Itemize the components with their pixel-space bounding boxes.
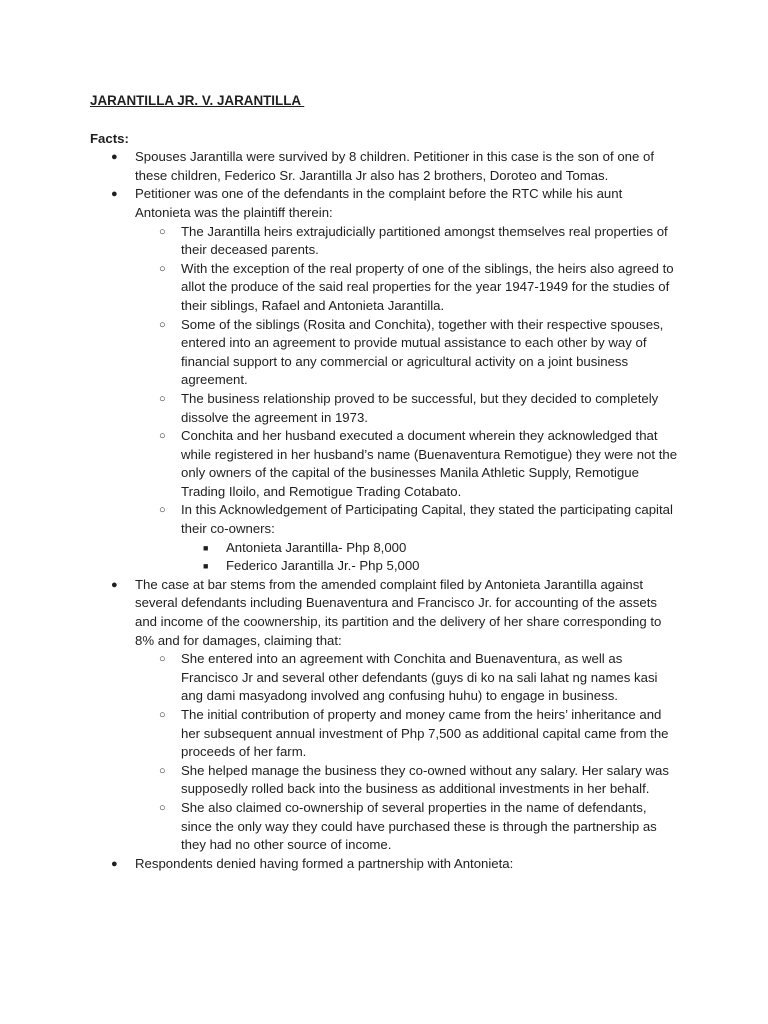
bullet-disc-icon: ● (111, 857, 118, 870)
list-item (135, 799, 678, 855)
bullet-circle-icon: ○ (159, 430, 166, 443)
facts-heading: Facts: (90, 130, 129, 146)
bullet-square-icon: ■ (203, 561, 209, 572)
list-item (135, 260, 678, 316)
list-item (181, 557, 678, 576)
list-item (135, 316, 678, 390)
list-item-text: The Jarantilla heirs extrajudicially partitioned amongst themselves real properties of their deceased parents. (181, 223, 668, 258)
list-item (181, 539, 678, 558)
list-item (135, 223, 678, 260)
bullet-circle-icon: ○ (159, 764, 166, 777)
bullet-circle-icon: ○ (159, 653, 166, 666)
bullet-disc-icon: ● (111, 188, 118, 201)
bullet-disc-icon: ● (111, 151, 118, 164)
bullet-circle-icon: ○ (159, 225, 166, 238)
list-item-text: Some of the siblings (Rosita and Conchita), together with their respective spouses, entered into an agreement to provide mutual assistance to each other by way of financial support to any commercial or agricultural activity on a joint business agreement. (181, 316, 664, 388)
list-item-text: Petitioner was one of the defendants in the complaint before the RTC while his aunt Antonieta was the plaintiff therein: (135, 186, 623, 220)
list-item-text: She helped manage the business they co-owned without any salary. Her salary was supposedly rolled back into the business as additional investments in her behalf. (181, 762, 669, 797)
list-item (135, 501, 678, 575)
facts-list (90, 148, 678, 873)
list-item (90, 576, 678, 855)
list-item-text: Conchita and her husband executed a document wherein they acknowledged that while registered in her husband’s name (Buenaventura Remotigue) they were not the only owners of the capital of the businesses Manila Athletic Supply, Remotigue Trading Iloilo, and Remotigue Trading Cotabato. (181, 428, 678, 499)
sub-list (135, 650, 678, 855)
list-item (90, 185, 678, 575)
bullet-circle-icon: ○ (159, 392, 166, 405)
list-item-text: The initial contribution of property and money came from the heirs’ inheritance and her subsequent annual investment of Php 7,500 as additional capital came from the proceeds of her farm. (181, 707, 669, 760)
bullet-circle-icon: ○ (159, 504, 166, 517)
list-item-text: Antonieta Jarantilla- Php 8,000 (226, 539, 407, 555)
list-item-text: Spouses Jarantilla were survived by 8 children. Petitioner in this case is the son of one of these children, Federico Sr. Jarantilla Jr also has 2 brothers, Doroteo and Tomas. (135, 149, 654, 183)
bullet-disc-icon: ● (111, 578, 118, 591)
document-title: JARANTILLA JR. V. JARANTILLA (90, 93, 305, 108)
list-item (135, 706, 678, 762)
list-item (135, 650, 678, 706)
list-item (90, 855, 678, 874)
list-item-text: The business relationship proved to be successful, but they decided to completely dissolve the agreement in 1973. (181, 390, 659, 425)
sub-list (135, 223, 678, 576)
bullet-circle-icon: ○ (159, 262, 166, 275)
sub-sub-list (181, 539, 678, 576)
list-item (135, 427, 678, 501)
list-item-text: She also claimed co-ownership of several properties in the name of defendants, since the only way they could have purchased these is through the partnership as they had no other source of income. (181, 799, 657, 853)
bullet-square-icon: ■ (203, 542, 209, 553)
bullet-circle-icon: ○ (159, 318, 166, 331)
list-item-text: In this Acknowledgement of Participating Capital, they stated the participating capital their co-owners: (181, 502, 673, 537)
list-item-text: The case at bar stems from the amended complaint filed by Antonieta Jarantilla against several defendants including Buenaventura and Francisco Jr. for accounting of the assets and income of the coownership, its partition and the delivery of her share corresponding to 8% and for damages, claiming that: (135, 576, 662, 648)
list-item-text: With the exception of the real property of one of the siblings, the heirs also agreed to allot the produce of the said real properties for the year 1947-1949 for the studies of their siblings, Rafael and Antonieta Jarantilla. (181, 260, 674, 313)
list-item (135, 762, 678, 799)
list-item-text: Respondents denied having formed a partnership with Antonieta: (135, 855, 514, 871)
bullet-circle-icon: ○ (159, 709, 166, 721)
list-item-text: Federico Jarantilla Jr.- Php 5,000 (226, 558, 420, 574)
bullet-circle-icon: ○ (159, 801, 166, 814)
list-item (90, 148, 678, 185)
list-item (135, 390, 678, 427)
list-item-text: She entered into an agreement with Conchita and Buenaventura, as well as Francisco Jr and several other defendants (guys di ko na sali lahat ng names kasi ang dami masyadong involved ang confusing huhu) to engage in business. (181, 651, 658, 704)
